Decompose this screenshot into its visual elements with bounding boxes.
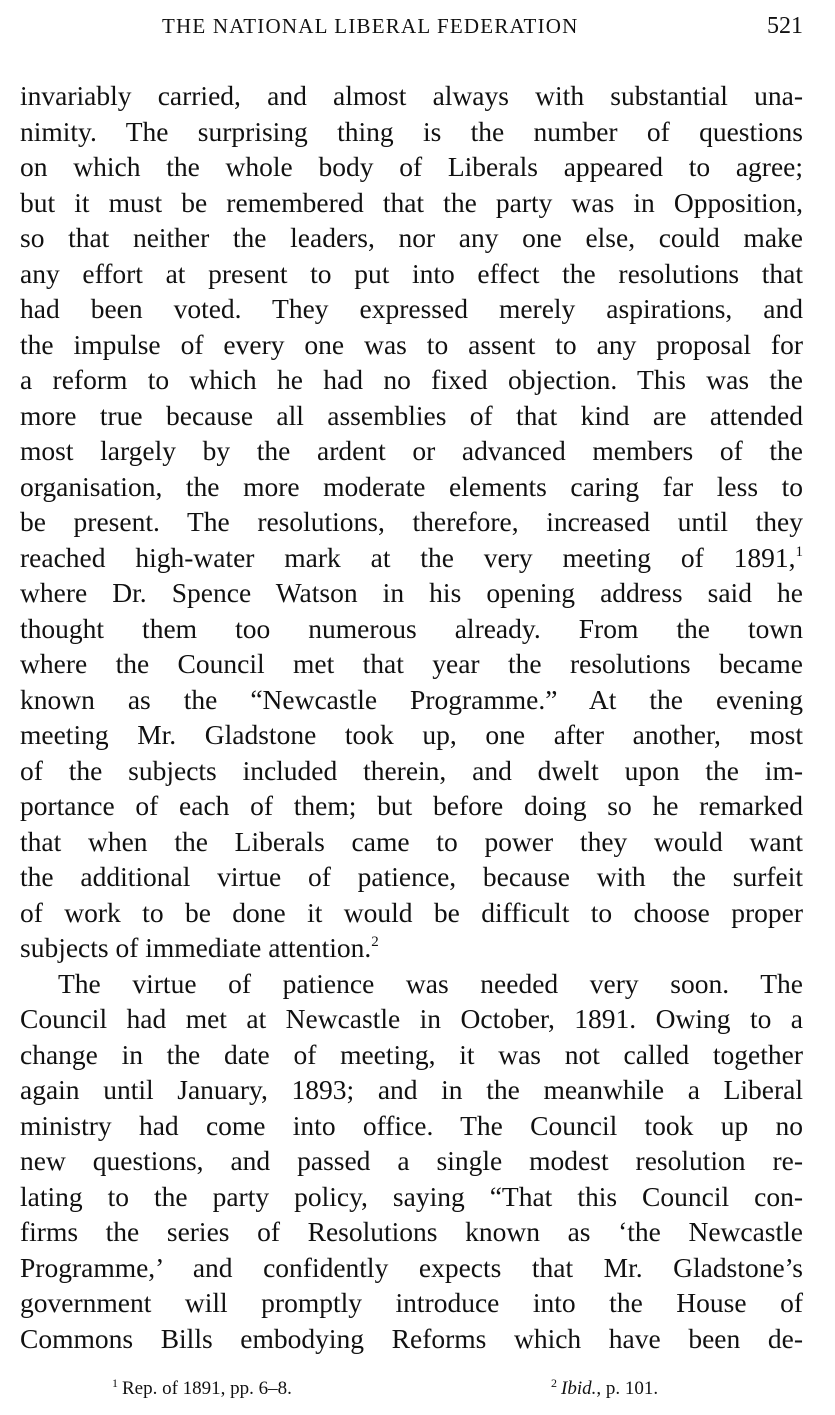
- text-line: be present. The resolutions, therefore, increased until they: [20, 506, 803, 537]
- text-line: The virtue of patience was needed very soon. The: [58, 967, 803, 999]
- page-header: [20, 8, 803, 44]
- text-line-with-footnote: [20, 540, 803, 576]
- footnotes: [0, 1374, 835, 1404]
- text-line: meeting Mr. Gladstone took up, one after another, most: [20, 719, 803, 750]
- text-line: change in the date of meeting, it was not called together: [20, 1038, 803, 1070]
- text-line: had been voted. They expressed merely aspirations, and: [20, 293, 803, 324]
- text-line: most largely by the ardent or advanced members of the: [20, 435, 803, 466]
- text-line: organisation, the more moderate elements caring far less to: [20, 470, 803, 502]
- footnote-1: [112, 1374, 292, 1404]
- footnote-text: , p. 101.: [596, 1378, 659, 1399]
- text-line: of the subjects included therein, and dwelt upon the im-: [20, 754, 803, 786]
- footnote-marker: 1: [112, 1376, 118, 1390]
- text-line: a reform to which he had no fixed objection. This was the: [20, 364, 803, 395]
- text-line: thought them too numerous already. From the town: [20, 612, 803, 644]
- text-line: invariably carried, and almost always with substantial una-: [20, 80, 803, 111]
- text-line-with-footnote: [20, 930, 803, 966]
- text-line: Council had met at Newcastle in October, 1891. Owing to a: [20, 1003, 803, 1034]
- running-title: THE NATIONAL LIBERAL FEDERATION: [162, 14, 579, 38]
- text-line: again until January, 1893; and in the meanwhile a Liberal: [20, 1074, 803, 1105]
- footnote-text: Rep. of 1891, pp. 6–8.: [122, 1378, 292, 1399]
- text-line: but it must be remembered that the party was in Opposition,: [20, 186, 803, 218]
- text-line: where the Council met that year the resolutions became: [20, 648, 803, 679]
- text-line: Programme,’ and confidently expects that Mr. Gladstone’s: [20, 1251, 803, 1283]
- text-line: known as the “Newcastle Programme.” At the evening: [20, 683, 803, 715]
- footnote-reference: 1: [795, 543, 803, 560]
- text-line: where Dr. Spence Watson in his opening address said he: [20, 577, 803, 608]
- text-line: on which the whole body of Liberals appeared to agree;: [20, 151, 803, 182]
- page-number: 521: [767, 13, 803, 39]
- text-line: government will promptly introduce into the House of: [20, 1287, 803, 1318]
- text-line: subjects of immediate attention.: [20, 932, 372, 963]
- text-line: the additional virtue of patience, because with the surfeit: [20, 861, 803, 892]
- text-line: any effort at present to put into effect the resolutions that: [20, 257, 803, 289]
- text-line: lating to the party policy, saying “That this Council con-: [20, 1180, 803, 1212]
- text-line: that when the Liberals came to power they would want: [20, 825, 803, 857]
- footnote-marker: 2: [551, 1376, 557, 1390]
- text-line: reached high-water mark at the very meeting of 1891,: [20, 541, 796, 573]
- text-line: firms the series of Resolutions known as ‘the Newcastle: [20, 1216, 803, 1247]
- text-line: more true because all assemblies of that kind are attended: [20, 399, 803, 431]
- text-line: so that neither the leaders, nor any one else, could make: [20, 222, 803, 253]
- text-line: portance of each of them; but before doing so he remarked: [20, 790, 803, 821]
- text-line: new questions, and passed a single modest resolution re-: [20, 1145, 803, 1176]
- footnote-ibid: Ibid.: [561, 1378, 597, 1399]
- text-line: ministry had come into office. The Council took up no: [20, 1109, 803, 1141]
- text-line: the impulse of every one was to assent to any proposal for: [20, 328, 803, 360]
- body-text: [20, 78, 803, 1356]
- text-line: nimity. The surprising thing is the number of questions: [20, 115, 803, 147]
- footnote-2: [551, 1374, 658, 1404]
- footnote-reference: 2: [371, 934, 379, 950]
- text-line: Commons Bills embodying Reforms which have been de-: [20, 1322, 803, 1354]
- text-line: of work to be done it would be difficult to choose proper: [20, 896, 803, 928]
